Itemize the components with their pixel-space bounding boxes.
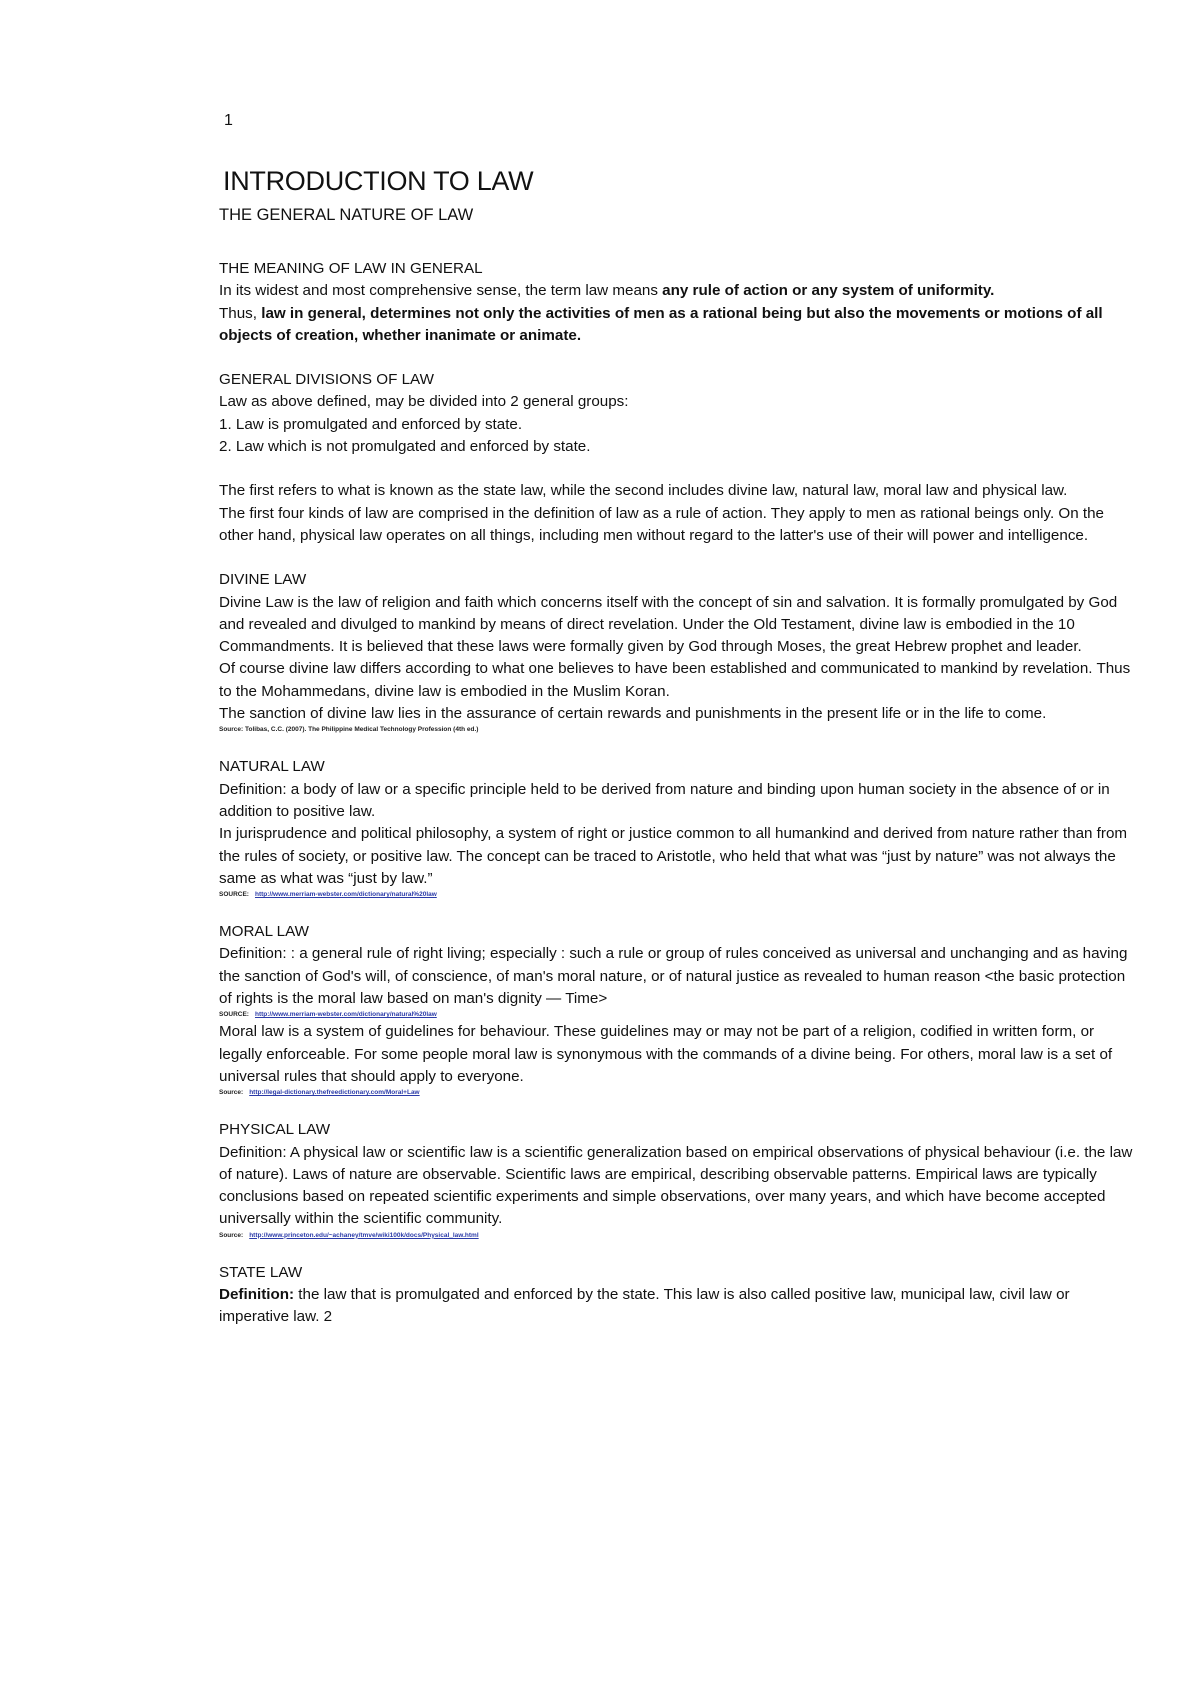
source-label: Source:: [219, 1231, 244, 1239]
source-link[interactable]: http://www.merriam-webster.com/dictionary/natural%20law: [254, 891, 437, 899]
paragraph: Definition: : a general rule of right living; especially : such a rule or group of rules conceived as universal and unchanging and as having the sanction of God's will, of conscience, of man's moral nature, or of natural justice as revealed to human reason <the basic protection of rights is the moral law based on man's dignity — Time>: [219, 945, 1128, 1008]
source-citation: [219, 890, 1139, 899]
paragraph: [219, 1284, 1139, 1329]
section-divisions: [219, 369, 1139, 547]
paragraph: Moral law is a system of guidelines for behaviour. These guidelines may or may not be part of a religion, codified in written form, or legally enforceable. For some people moral law is synonymous with the commands of a divine being. For others, moral law is a set of universal rules that should apply to everyone.: [219, 1023, 1113, 1085]
paragraph: [219, 280, 1139, 302]
section-heading: DIVINE LAW: [219, 571, 307, 589]
paragraph: [219, 303, 1139, 348]
paragraph: The first four kinds of law are comprised in the definition of law as a rule of action. They apply to men as rational beings only. On the other hand, physical law operates on all things, including men without regard to the latter's use of their will power and intelligence.: [219, 504, 1104, 544]
source-label: SOURCE:: [219, 1011, 249, 1019]
section-heading: NATURAL LAW: [219, 758, 325, 776]
bold-text: Definition:: [219, 1285, 295, 1303]
source-label: SOURCE:: [219, 891, 249, 899]
text: In its widest and most comprehensive sense, the term law means: [219, 282, 663, 300]
list-item: 2. Law which is not promulgated and enforced by state.: [219, 438, 591, 456]
source-citation: [219, 1088, 1139, 1097]
page-subtitle: THE GENERAL NATURE OF LAW: [219, 206, 474, 224]
paragraph: Divine Law is the law of religion and faith which concerns itself with the concept of sin and salvation. It is formally promulgated by God and revealed and divulged to mankind by means of direct revelation. Under the Old Testament, divine law is embodied in the 10 Commandments. It is believed that these laws were formally given by God through Moses, the great Hebrew prophet and leader.: [219, 593, 1118, 656]
page-number: 1: [224, 112, 233, 129]
page-title: INTRODUCTION TO LAW: [223, 166, 534, 196]
source-label: Source:: [219, 1089, 244, 1097]
section-heading: PHYSICAL LAW: [219, 1121, 331, 1139]
paragraph: Definition: a body of law or a specific principle held to be derived from nature and binding upon human society in the absence of or in addition to positive law.: [219, 780, 1110, 820]
section-physical-law: [219, 1119, 1139, 1239]
paragraph: Of course divine law differs according to what one believes to have been established and communicated to mankind by revelation. Thus to the Mohammedans, divine law is embodied in the Muslim Koran.: [219, 660, 1131, 700]
bold-text: any rule of action or any system of uniformity.: [662, 282, 995, 300]
source-citation: [219, 1010, 1139, 1019]
paragraph: Law as above defined, may be divided into 2 general groups:: [219, 393, 629, 411]
paragraph: The first refers to what is known as the state law, while the second includes divine law, natural law, moral law and physical law.: [219, 482, 1068, 500]
text: the law that is promulgated and enforced by the state. This law is also called positive law, municipal law, civil law or imperative law. 2: [219, 1285, 1070, 1326]
section-meaning: [219, 258, 1139, 347]
section-state-law: [219, 1262, 1139, 1329]
bold-text: law in general, determines not only the activities of men as a rational being but also the movements or motions of all objects of creation, whether inanimate or animate.: [219, 304, 1103, 344]
source-citation: [219, 1231, 1139, 1240]
source-link[interactable]: http://legal-dictionary.thefreedictionary.com/Moral+Law: [249, 1089, 420, 1097]
section-moral-law: [219, 921, 1139, 1097]
source-link[interactable]: http://www.princeton.edu/~achaney/tmve/wiki100k/docs/Physical_law.html: [249, 1231, 479, 1239]
section-natural-law: [219, 756, 1139, 899]
source-citation: Source: Tolibas, C.C. (2007). The Philippine Medical Technology Profession (4th ed.): [219, 726, 479, 734]
text: Thus,: [219, 304, 262, 322]
document-body: [219, 258, 1139, 1351]
list-item: 1. Law is promulgated and enforced by state.: [219, 415, 523, 433]
paragraph: Definition: A physical law or scientific law is a scientific generalization based on empirical observations of physical behaviour (i.e. the law of nature). Laws of nature are observable. Scientific laws are empirical, describing observable patterns. Empirical laws are typically conclusions based on repeated scientific experiments and simple observations, over many years, and which have become accepted universally within the scientific community.: [219, 1143, 1133, 1228]
section-divine-law: [219, 569, 1139, 734]
paragraph: In jurisprudence and political philosophy, a system of right or justice common to all humankind and derived from nature rather than from the rules of society, or positive law. The concept can be traced to Aristotle, who held that what was “just by nature” was not always the same as what was “just by law.”: [219, 825, 1128, 887]
section-heading: GENERAL DIVISIONS OF LAW: [219, 371, 434, 389]
section-heading: THE MEANING OF LAW IN GENERAL: [219, 260, 483, 277]
spacer: [219, 458, 1139, 480]
section-heading: STATE LAW: [219, 1263, 303, 1281]
section-heading: MORAL LAW: [219, 923, 310, 941]
source-link[interactable]: http://www.merriam-webster.com/dictionary/natural%20law: [254, 1011, 437, 1019]
paragraph: The sanction of divine law lies in the assurance of certain rewards and punishments in the present life or in the life to come.: [219, 705, 1047, 723]
